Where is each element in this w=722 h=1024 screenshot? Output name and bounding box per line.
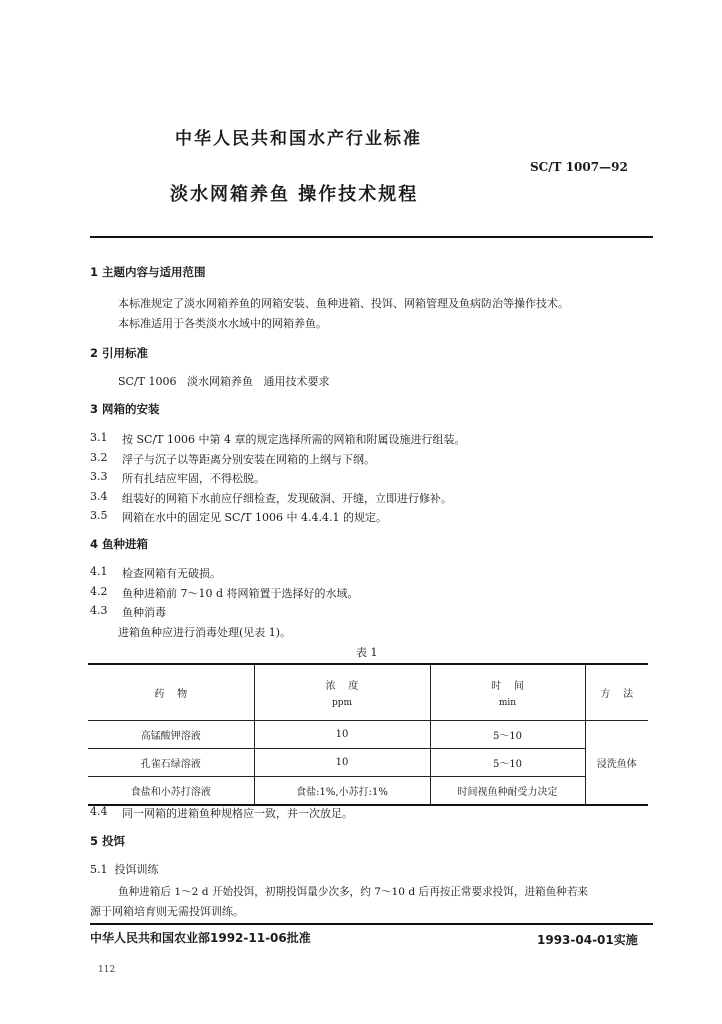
item-4-1-num: 4.1: [90, 565, 108, 578]
row-2-drug: 孔雀石绿溶液: [88, 749, 254, 777]
section-2-heading: 2 引用标准: [90, 346, 149, 360]
item-3-1-text: 按 SC/T 1006 中第 4 章的规定选择所需的网箱和附属设施进行组装。: [122, 433, 466, 446]
header-concentration-label: 浓 度: [325, 681, 359, 692]
table-row: [88, 777, 648, 806]
item-4-4-text: 同一网箱的进箱鱼种规格应一致，并一次放足。: [122, 807, 353, 820]
table-1-caption: 表 1: [356, 646, 378, 659]
approval-line: 中华人民共和国农业部1992-11-06批准: [90, 931, 311, 945]
standard-code: SC/T 1007—92: [530, 160, 628, 174]
item-3-5-num: 3.5: [90, 509, 108, 522]
section-4-heading: 4 鱼种进箱: [90, 537, 149, 551]
header-drug: 药 物: [88, 664, 254, 721]
item-4-3-para: 进箱鱼种应进行消毒处理(见表 1)。: [118, 626, 292, 639]
header-time-unit: min: [498, 698, 517, 708]
item-3-2-text: 浮子与沉子以等距离分别安装在网箱的上纲与下纲。: [122, 453, 375, 466]
item-3-5-text: 网箱在水中的固定见 SC/T 1006 中 4.4.4.1 的规定。: [122, 511, 387, 524]
item-4-2-num: 4.2: [90, 585, 108, 598]
section-3-heading: 3 网箱的安装: [90, 402, 160, 416]
implementation-date: 1993-04-01实施: [537, 933, 638, 947]
header-concentration: [254, 664, 430, 721]
section-1-heading: 1 主题内容与适用范围: [90, 265, 206, 279]
header-time: [430, 664, 585, 721]
header-rule: [90, 236, 653, 238]
section-2-reference: SC/T 1006 淡水网箱养鱼 通用技术要求: [118, 375, 330, 388]
header-method: 方 法: [585, 664, 648, 721]
footer-rule: [90, 923, 653, 925]
section-5-1-heading: 5.1 投饵训练: [90, 863, 159, 876]
row-2-time: 5～10: [430, 749, 585, 777]
section-5-1-para-2: 源于网箱培育则无需投饵训练。: [90, 905, 244, 918]
item-4-3-text: 鱼种消毒: [122, 606, 166, 619]
item-3-4-text: 组装好的网箱下水前应仔细检查，发现破洞、开缝，立即进行修补。: [122, 492, 452, 505]
row-1-drug: 高锰酸钾溶液: [88, 721, 254, 749]
item-3-3-num: 3.3: [90, 470, 108, 483]
row-2-concentration: 10: [254, 749, 430, 777]
standard-org-title: 中华人民共和国水产行业标准: [175, 129, 422, 149]
method-merged-cell: 浸洗鱼体: [585, 721, 648, 806]
item-3-2-num: 3.2: [90, 451, 108, 464]
row-3-drug: 食盐和小苏打溶液: [88, 777, 254, 806]
section-5-heading: 5 投饵: [90, 834, 126, 848]
header-concentration-unit: ppm: [331, 698, 353, 708]
item-4-1-text: 检查网箱有无破损。: [122, 567, 221, 580]
row-1-concentration: 10: [254, 721, 430, 749]
section-1-para-2: 本标准适用于各类淡水水域中的网箱养鱼。: [118, 317, 327, 330]
item-4-4-num: 4.4: [90, 805, 108, 818]
table-header-row: [88, 664, 648, 721]
item-4-2-text: 鱼种进箱前 7～10 d 将网箱置于选择好的水域。: [122, 587, 359, 600]
item-3-3-text: 所有扎结应牢固，不得松脱。: [122, 472, 265, 485]
table-row: [88, 749, 648, 777]
row-3-concentration: 食盐:1%,小苏打:1%: [254, 777, 430, 806]
table-row: [88, 721, 648, 749]
section-5-1-para-1: 鱼种进箱后 1～2 d 开始投饵，初期投饵量少次多，约 7～10 d 后再按正常要求投饵，进箱鱼种若来: [118, 886, 589, 898]
document-title: 淡水网箱养鱼 操作技术规程: [170, 184, 419, 205]
disinfection-table: [88, 663, 648, 806]
item-4-3-num: 4.3: [90, 604, 108, 617]
header-time-label: 时 间: [491, 681, 524, 692]
page-number: 112: [98, 965, 116, 975]
section-1-para-1: 本标准规定了淡水网箱养鱼的网箱安装、鱼种进箱、投饵、网箱管理及鱼病防治等操作技术。: [118, 297, 569, 310]
item-3-4-num: 3.4: [90, 490, 108, 503]
item-3-1-num: 3.1: [90, 431, 108, 444]
row-1-time: 5～10: [430, 721, 585, 749]
row-3-time: 时间视鱼种耐受力决定: [430, 777, 585, 806]
